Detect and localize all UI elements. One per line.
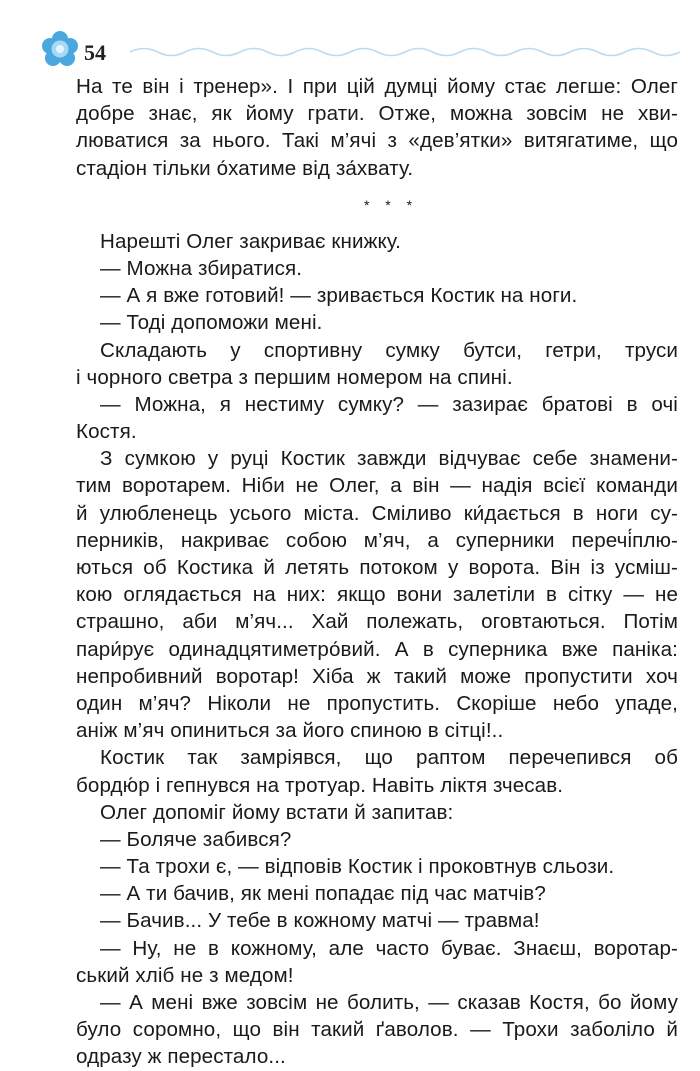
section-separator: * * * bbox=[363, 196, 419, 213]
page-header bbox=[40, 30, 680, 72]
text-line: кою оглядається на них: якщо вони залетіли в сітку — не bbox=[76, 583, 678, 607]
text-line: люватися за нього. Такі м’ячі з «дев’ятки» витягатиме, що bbox=[76, 129, 678, 153]
text-line: Складають у спортивну сумку бутси, гетри, труси bbox=[100, 338, 678, 362]
text-line: — А ти бачив, як мені попадає під час матчів? bbox=[100, 882, 546, 906]
text-line: ський хліб не з медом! bbox=[76, 963, 294, 987]
paragraph bbox=[76, 744, 678, 798]
text-line: добре знає, як йому грати. Отже, можна зовсім не хви- bbox=[76, 102, 678, 126]
text-line: — Боляче забився? bbox=[100, 827, 292, 851]
paragraph bbox=[76, 826, 678, 853]
text-line: На те він і тренер». І при цій думці йому стає легше: Олег bbox=[76, 75, 678, 98]
text-line: — Бачив... У тебе в кожному матчі — травма! bbox=[100, 909, 540, 933]
text-line: Костик так замріявся, що раптом перечепився об bbox=[100, 746, 678, 770]
paragraph bbox=[76, 799, 678, 826]
text-line: аніж м’яч опиниться за його спиною в сітці!.. bbox=[76, 719, 504, 743]
paragraph bbox=[76, 907, 678, 934]
paragraph bbox=[76, 228, 678, 255]
text-line: перників, накриває собою м’яч, а суперники перечі́плю- bbox=[76, 528, 678, 552]
paragraph bbox=[76, 391, 678, 445]
paragraph bbox=[76, 73, 678, 182]
text-line: одразу ж перестало... bbox=[76, 1045, 286, 1069]
text-line: — А я вже готовий! — зривається Костик на ноги. bbox=[100, 284, 578, 308]
text-line: Нарешті Олег закриває книжку. bbox=[100, 229, 401, 253]
paragraph bbox=[76, 255, 678, 282]
paragraph bbox=[76, 853, 678, 880]
paragraph bbox=[76, 337, 678, 391]
text-body bbox=[76, 73, 678, 1071]
text-line: Костя. bbox=[76, 420, 137, 444]
text-line: З сумкою у руці Костик завжди відчуває себе знамени- bbox=[100, 447, 678, 471]
text-line: — Тоді допоможи мені. bbox=[100, 311, 323, 335]
text-line: пари́рує одинадцятиметро́вий. А в суперника вже паніка: bbox=[76, 637, 678, 661]
text-line: і чорного светра з першим номером на спині. bbox=[76, 365, 513, 389]
page-number: 54 bbox=[84, 40, 106, 65]
paragraph bbox=[76, 445, 678, 744]
paragraph bbox=[76, 282, 678, 309]
text-line: ються об Костика й летять потоком у ворота. Він із усміш- bbox=[76, 556, 678, 579]
paragraph bbox=[76, 989, 678, 1071]
text-line: — Та трохи є, — відповів Костик і проковтнув сльози. bbox=[100, 855, 615, 879]
paragraph bbox=[76, 935, 678, 989]
text-line: стадіон тільки о́хатиме від за́хвату. bbox=[76, 156, 414, 180]
text-line: тим воротарем. Ніби не Олег, а він — надія всієї команди bbox=[76, 474, 678, 498]
text-line: — Ну, не в кожному, але часто буває. Знаєш, воротар- bbox=[100, 936, 678, 960]
decorative-wave-line bbox=[130, 44, 680, 60]
text-line: бордю́р і гепнувся на тротуар. Навіть ліктя зчесав. bbox=[76, 773, 564, 797]
paragraph bbox=[76, 309, 678, 336]
flower-icon bbox=[40, 30, 80, 70]
text-part-2 bbox=[76, 228, 678, 1071]
text-line: непробивний воротар! Хіба ж такий може пропустити хоч bbox=[76, 664, 678, 688]
text-part-1 bbox=[76, 73, 678, 182]
paragraph bbox=[76, 880, 678, 907]
text-line: один м’яч? Ніколи не пропустить. Скоріше небо упаде, bbox=[76, 691, 678, 715]
text-line: було соромно, що він такий ґаволов. — Трохи заболіло й bbox=[76, 1018, 678, 1042]
text-line: й улюбленець усього міста. Сміливо ки́дається в ноги су- bbox=[76, 501, 678, 525]
text-line: Олег допоміг йому встати й запитав: bbox=[100, 800, 454, 824]
text-line: — А мені вже зовсім не болить, — сказав Костя, бо йому bbox=[100, 991, 678, 1014]
text-line: — Можна збиратися. bbox=[100, 256, 303, 280]
text-line: страшно, аби м’яч... Хай полежать, оговтаються. Потім bbox=[76, 610, 678, 634]
text-line: — Можна, я нестиму сумку? — зазирає братові в очі bbox=[100, 392, 678, 416]
